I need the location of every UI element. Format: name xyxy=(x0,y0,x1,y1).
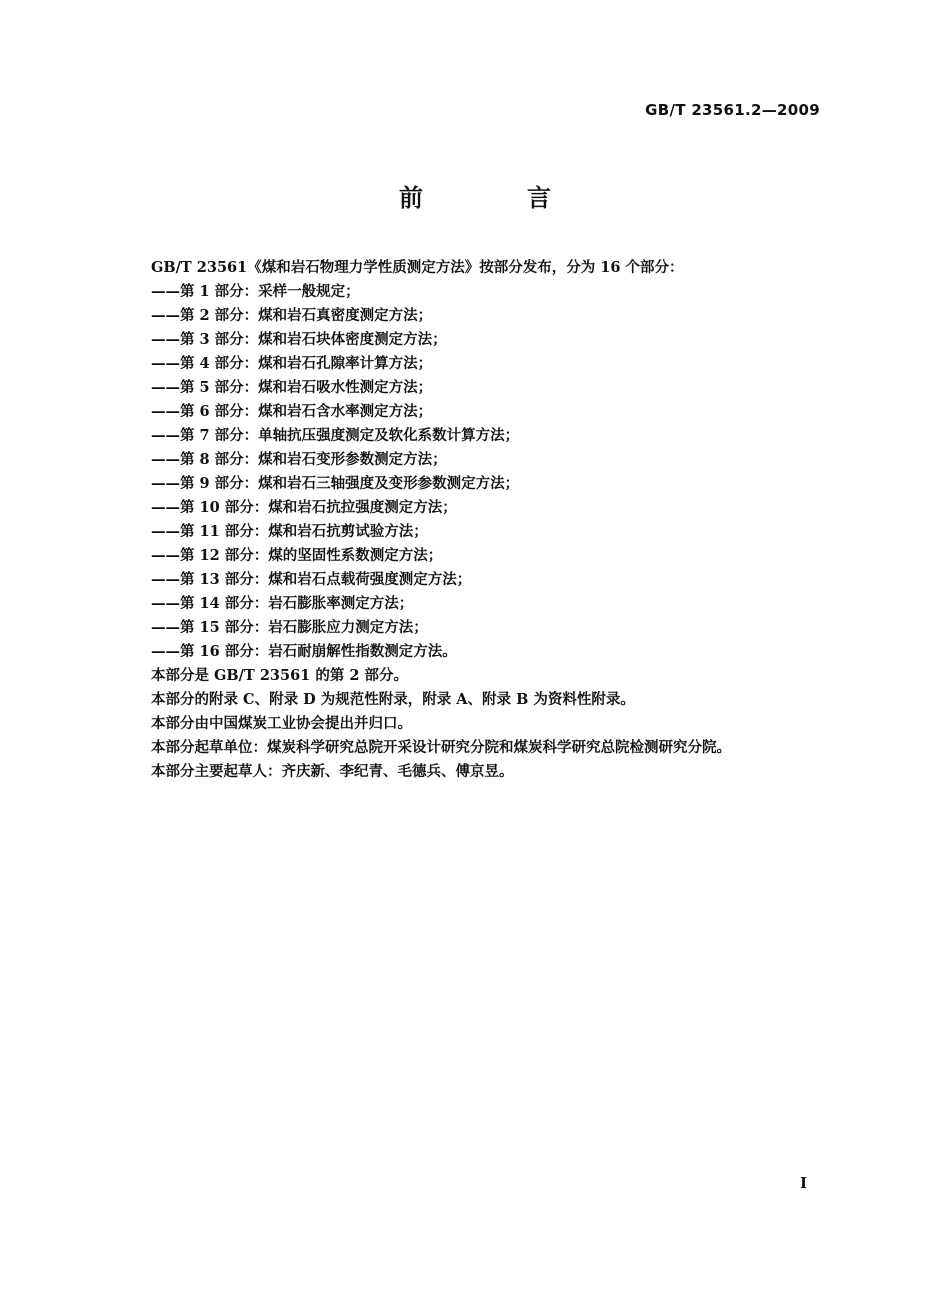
statement-proposer: 本部分由中国煤炭工业协会提出并归口。 xyxy=(151,715,412,732)
page-number: I xyxy=(799,1174,807,1192)
list-item-part-3: ——第 3 部分：煤和岩石块体密度测定方法； xyxy=(151,331,447,348)
list-item-part-4: ——第 4 部分：煤和岩石孔隙率计算方法； xyxy=(151,355,433,372)
list-item-part-2: ——第 2 部分：煤和岩石真密度测定方法； xyxy=(151,307,433,324)
list-item-part-13: ——第 13 部分：煤和岩石点载荷强度测定方法； xyxy=(151,571,472,588)
list-item-part-11: ——第 11 部分：煤和岩石抗剪试验方法； xyxy=(151,523,428,540)
list-item-part-10: ——第 10 部分：煤和岩石抗拉强度测定方法； xyxy=(151,499,457,516)
list-item-part-15: ——第 15 部分：岩石膨胀应力测定方法； xyxy=(151,619,428,636)
list-item-part-1: ——第 1 部分：采样一般规定； xyxy=(151,283,360,300)
statement-annexes: 本部分的附录 C、附录 D 为规范性附录，附录 A、附录 B 为资料性附录。 xyxy=(151,691,635,708)
page-title: 前 言 xyxy=(399,183,591,212)
list-item-part-6: ——第 6 部分：煤和岩石含水率测定方法； xyxy=(151,403,433,420)
list-item-part-9: ——第 9 部分：煤和岩石三轴强度及变形参数测定方法； xyxy=(151,475,520,492)
list-item-part-7: ——第 7 部分：单轴抗压强度测定及软化系数计算方法； xyxy=(151,427,520,444)
standard-code: GB/T 23561.2—2009 xyxy=(645,101,820,119)
list-item-part-5: ——第 5 部分：煤和岩石吸水性测定方法； xyxy=(151,379,433,396)
list-item-part-12: ——第 12 部分：煤的坚固性系数测定方法； xyxy=(151,547,443,564)
statement-drafters: 本部分主要起草人：齐庆新、李纪青、毛德兵、傅京昱。 xyxy=(151,763,514,780)
foreword-body xyxy=(151,256,831,784)
statement-drafting-units: 本部分起草单位：煤炭科学研究总院开采设计研究分院和煤炭科学研究总院检测研究分院。 xyxy=(151,739,731,756)
intro-paragraph: GB/T 23561《煤和岩石物理力学性质测定方法》按部分发布，分为 16 个部分： xyxy=(151,259,684,276)
list-item-part-8: ——第 8 部分：煤和岩石变形参数测定方法； xyxy=(151,451,447,468)
list-item-part-16: ——第 16 部分：岩石耐崩解性指数测定方法。 xyxy=(151,643,457,660)
statement-part-number: 本部分是 GB/T 23561 的第 2 部分。 xyxy=(151,667,408,684)
list-item-part-14: ——第 14 部分：岩石膨胀率测定方法； xyxy=(151,595,414,612)
